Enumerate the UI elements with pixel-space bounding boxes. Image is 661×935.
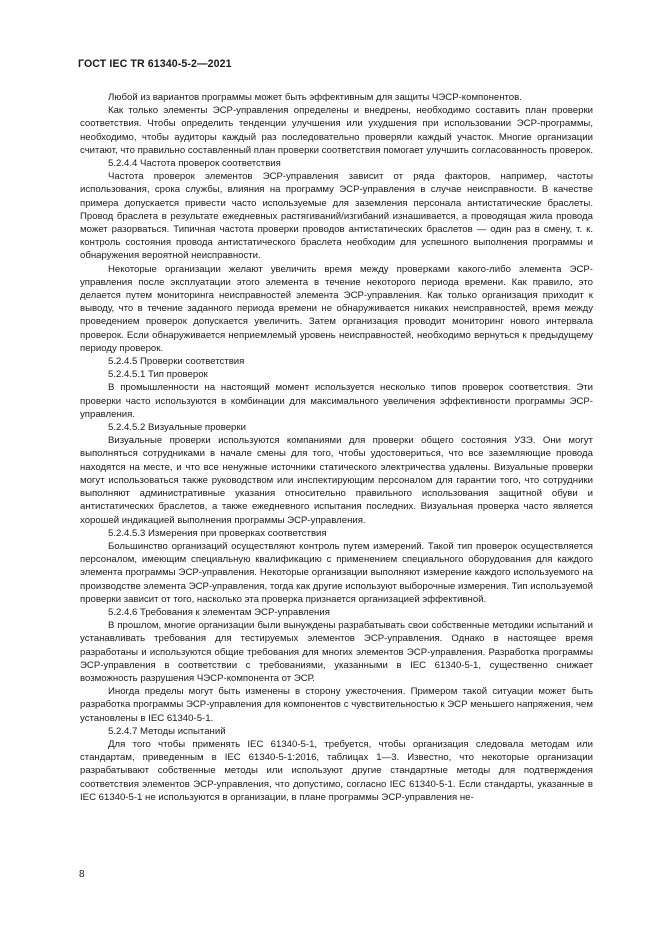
section-heading: 5.2.4.5.2 Визуальные проверки <box>108 422 246 434</box>
paragraph: Большинство организаций осуществляют контроль путем измерений. Такой тип проверок осуществляется персоналом, имеющим специальную квалификацию с применением специального оборудования для каждого элемента программы ЭСР-управления. Некоторые организации выполняют измерение каждого используемого на производстве элемента ЭСР-управления, тогда как другие используют выборочные измерения. Тип используемой проверки зависит от того, насколько эта проверка признается организацией эффективной. <box>80 540 593 605</box>
document-header: ГОСТ IEC TR 61340-5-2—2021 <box>78 58 232 70</box>
paragraph: В промышленности на настоящий момент используется несколько типов проверок соответствия. Эти проверки часто используются в комбинации для максимального увеличения эффективности программы ЭСР-управления. <box>80 382 593 420</box>
paragraph: Визуальные проверки используются компаниями для проверки общего состояния УЗЭ. Они могут выполняться сотрудниками в начале смены для того, чтобы удостовериться, что все заземляющие провода находятся на месте, и что все ненужные источники статического электричества удалены. Визуальные проверки могут использоваться также руководством или инспектирующим персоналом для гарантии того, что сотрудники выполняют административные указания относительно правильного использования защитной обуви и антистатических браслетов, а также ежедневного испытания последних. Визуальная проверка часто является хорошей индикацией выполнения программы ЭСР-управления. <box>80 435 593 526</box>
section-heading: 5.2.4.4 Частота проверок соответствия <box>108 158 281 170</box>
paragraph: Для того чтобы применять IEC 61340-5-1, требуется, чтобы организация следовала методам или стандартам, приведенным в IEC 61340-5-1:2016, таблицах 1—3. Известно, что некоторые организации разрабатывают собственные методы или используют другие стандартные методы для подтверждения соответствия элементов ЭСР-управления, что допустимо, согласно IEC 61340-5-1. Если стандарты, указанные в IEC 61340-5-1 не используются в организации, в плане программы ЭСР-управления не- <box>80 738 593 803</box>
section-heading: 5.2.4.5 Проверки соответствия <box>108 356 245 368</box>
section-heading: 5.2.4.5.1 Тип проверок <box>108 369 208 381</box>
paragraph: Некоторые организации желают увеличить время между проверками какого-либо элемента ЭСР-управления после эксплуатации этого элемента в течение некоторого периода времени. Как правило, это делается путем мониторинга неисправностей элемента ЭСР-управления. Как только организация приходит к выводу, что в течение заданного периода времени не обнаруживается никаких неисправностей, время между проведением проверок допускается увеличить. Затем организация проводит мониторинг нового интервала проверок. Если обнаруживается неприемлемый уровень неисправностей, необходимо вернуться к предыдущему периоду проверок. <box>80 263 593 354</box>
section-heading: 5.2.4.7 Методы испытаний <box>108 725 226 737</box>
section-heading: 5.2.4.6 Требования к элементам ЭСР-управления <box>108 606 330 618</box>
document-body <box>80 91 593 804</box>
paragraph: Частота проверок элементов ЭСР-управления зависит от ряда факторов, например, частоты использования, срока службы, влияния на программу ЭСР-управления в случае неисправности. В качестве примера допускается привести часто используемые для заземления персонала антистатические браслеты. Провод браслета в результате ежедневных растягиваний/изгибаний изнашивается, а проводящая жила провода может разорваться. Типичная частота проверки проводов антистатических браслетов — один раз в смену, т. к. контроль состояния провода антистатического браслета необходим для успешного выполнения программы и обнаружения вероятной неисправности. <box>80 171 593 262</box>
paragraph: Иногда пределы могут быть изменены в сторону ужесточения. Примером такой ситуации может быть разработка программы ЭСР-управления для компонентов с чувствительностью к ЭСР меньшего напряжения, чем установлены в IEC 61340-5-1. <box>80 686 593 724</box>
paragraph: Как только элементы ЭСР-управления определены и внедрены, необходимо составить план проверки соответствия. Чтобы определить тенденции улучшения или ухудшения при использовании ЭСР-программы, необходимо, чтобы аудиторы каждый раз последовательно проверяли каждый участок. Многие организации считают, что правильно составленный план проверки соответствия помогает улучшить согласованность проверок. <box>80 105 593 156</box>
section-heading: 5.2.4.5.3 Измерения при проверках соответствия <box>108 527 327 539</box>
paragraph: В прошлом, многие организации были вынуждены разрабатывать свои собственные методики испытаний и устанавливать требования для тестируемых элементов ЭСР-управления. Однако в настоящее время разработаны и используются общие требования для многих элементов ЭСР-управления. Разработка программы ЭСР-управления в соответствии с требованиями, указанными в IEC 61340-5-1, существенно снижает возможность разрушения ЧЭСР-компонента от ЭСР. <box>80 620 593 684</box>
paragraph: Любой из вариантов программы может быть эффективным для защиты ЧЭСР-компонентов. <box>108 92 522 103</box>
page-number: 8 <box>79 869 85 880</box>
